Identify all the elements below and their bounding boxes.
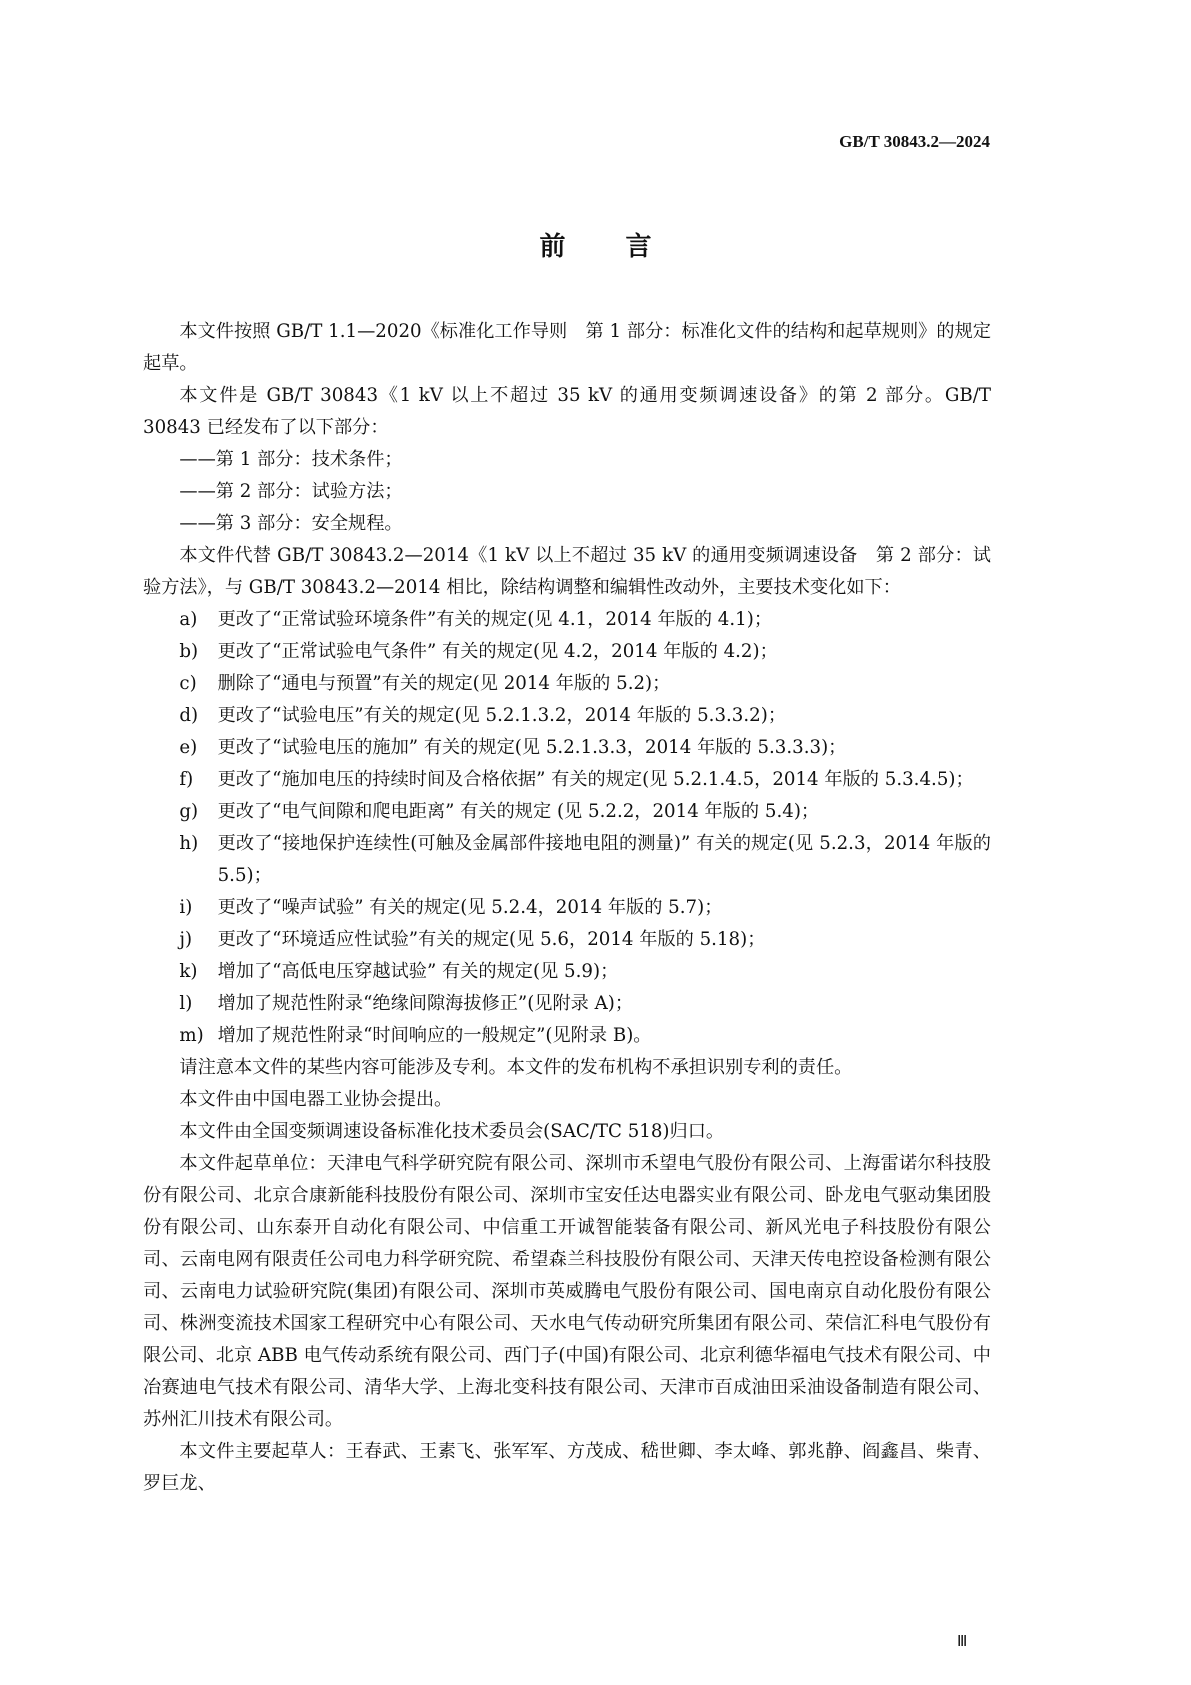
paragraph: 本文件按照 GB/T 1.1—2020《标准化工作导则 第 1 部分：标准化文件的结构和起草规则》的规定起草。: [143, 321, 991, 374]
paragraph: 请注意本文件的某些内容可能涉及专利。本文件的发布机构不承担识别专利的责任。: [179, 1057, 853, 1078]
list-label: i): [179, 897, 193, 918]
change-list-item: [179, 636, 991, 668]
list-label: f): [179, 769, 194, 790]
list-text: 更改了“试验电压的施加” 有关的规定(见 5.2.1.3.3，2014 年版的 5.3.3.3)；: [217, 737, 847, 758]
list-text: 增加了规范性附录“绝缘间隙海拔修正”(见附录 A)；: [217, 993, 634, 1014]
list-label: j): [179, 929, 193, 950]
list-label: a): [179, 609, 198, 630]
part-list-item: ——第 1 部分：技术条件；: [179, 449, 403, 470]
part-list-item: ——第 3 部分：安全规程。: [179, 513, 403, 534]
change-list-item: [179, 764, 991, 796]
list-label: b): [179, 641, 199, 662]
change-list-item: [179, 924, 991, 956]
list-text: 更改了“环境适应性试验”有关的规定(见 5.6，2014 年版的 5.18)；: [217, 929, 766, 950]
paragraph: 本文件由中国电器工业协会提出。: [179, 1089, 453, 1110]
change-list-item: [179, 732, 991, 764]
list-text: 更改了“施加电压的持续时间及合格依据” 有关的规定(见 5.2.1.4.5，2014 年版的 5.3.4.5)；: [217, 769, 974, 790]
document-number: GB/T 30843.2—2024: [839, 132, 990, 151]
paragraph: 本文件起草单位：天津电气科学研究院有限公司、深圳市禾望电气股份有限公司、上海雷诺尔科技股份有限公司、北京合康新能科技股份有限公司、深圳市宝安任达电器实业有限公司、卧龙电气驱动集团股份有限公司、山东泰开自动化有限公司、中信重工开诚智能装备有限公司、新风光电子科技股份有限公司、云南电网有限责任公司电力科学研究院、希望森兰科技股份有限公司、天津天传电控设备检测有限公司、云南电力试验研究院(集团)有限公司、深圳市英威腾电气股份有限公司、国电南京自动化股份有限公司、株洲变流技术国家工程研究中心有限公司、天水电气传动研究所集团有限公司、荣信汇科电气股份有限公司、北京 ABB 电气传动系统有限公司、西门子(中国)有限公司、北京利德华福电气技术有限公司、中冶赛迪电气技术有限公司、清华大学、上海北变科技有限公司、天津市百成油田采油设备制造有限公司、苏州汇川技术有限公司。: [143, 1153, 991, 1430]
list-label: l): [179, 993, 193, 1014]
change-list-item: [179, 956, 991, 988]
list-text: 更改了“试验电压”有关的规定(见 5.2.1.3.2，2014 年版的 5.3.3.2)；: [217, 705, 787, 726]
change-list-item: [179, 988, 991, 1020]
list-text: 更改了“噪声试验” 有关的规定(见 5.2.4，2014 年版的 5.7)；: [217, 897, 723, 918]
paragraph: 本文件代替 GB/T 30843.2—2014《1 kV 以上不超过 35 kV 的通用变频调速设备 第 2 部分：试验方法》，与 GB/T 30843.2—2014 相比，除结构调整和编辑性改动外，主要技术变化如下：: [143, 545, 991, 598]
list-text: 更改了“接地保护连续性(可触及金属部件接地电阻的测量)” 有关的规定(见 5.2.3，2014 年版的 5.5)；: [217, 833, 991, 886]
list-label: e): [179, 737, 198, 758]
change-list-item: [179, 828, 991, 892]
change-list-item: [179, 668, 991, 700]
list-label: m): [179, 1025, 204, 1046]
change-list-item: [179, 796, 991, 828]
paragraph: 本文件由全国变频调速设备标准化技术委员会(SAC/TC 518)归口。: [179, 1121, 725, 1142]
list-text: 更改了“正常试验环境条件”有关的规定(见 4.1，2014 年版的 4.1)；: [217, 609, 773, 630]
list-label: c): [179, 673, 197, 694]
change-list-item: [179, 1020, 991, 1052]
part-list-item: ——第 2 部分：试验方法；: [179, 481, 403, 502]
list-label: d): [179, 705, 199, 726]
list-text: 增加了规范性附录“时间响应的一般规定”(见附录 B)。: [217, 1025, 652, 1046]
list-label: g): [179, 801, 199, 822]
paragraph: 本文件主要起草人：王春武、王素飞、张军军、方茂成、嵇世卿、李太峰、郭兆静、阎鑫昌、柴青、罗巨龙、: [143, 1441, 991, 1494]
list-text: 更改了“电气间隙和爬电距离” 有关的规定 (见 5.2.2，2014 年版的 5.4)；: [217, 801, 820, 822]
list-text: 更改了“正常试验电气条件” 有关的规定(见 4.2，2014 年版的 4.2)；: [217, 641, 778, 662]
list-label: k): [179, 961, 198, 982]
list-text: 删除了“通电与预置”有关的规定(见 2014 年版的 5.2)；: [217, 673, 671, 694]
change-list-item: [179, 604, 991, 636]
page-title: 前言: [539, 232, 712, 262]
change-list-item: [179, 892, 991, 924]
change-list-item: [179, 700, 991, 732]
page-number: Ⅲ: [957, 1634, 968, 1650]
list-label: h): [179, 833, 199, 854]
document-body: [143, 316, 991, 1500]
paragraph: 本文件是 GB/T 30843《1 kV 以上不超过 35 kV 的通用变频调速设备》的第 2 部分。GB/T 30843 已经发布了以下部分：: [143, 385, 991, 438]
list-text: 增加了“高低电压穿越试验” 有关的规定(见 5.9)；: [217, 961, 619, 982]
